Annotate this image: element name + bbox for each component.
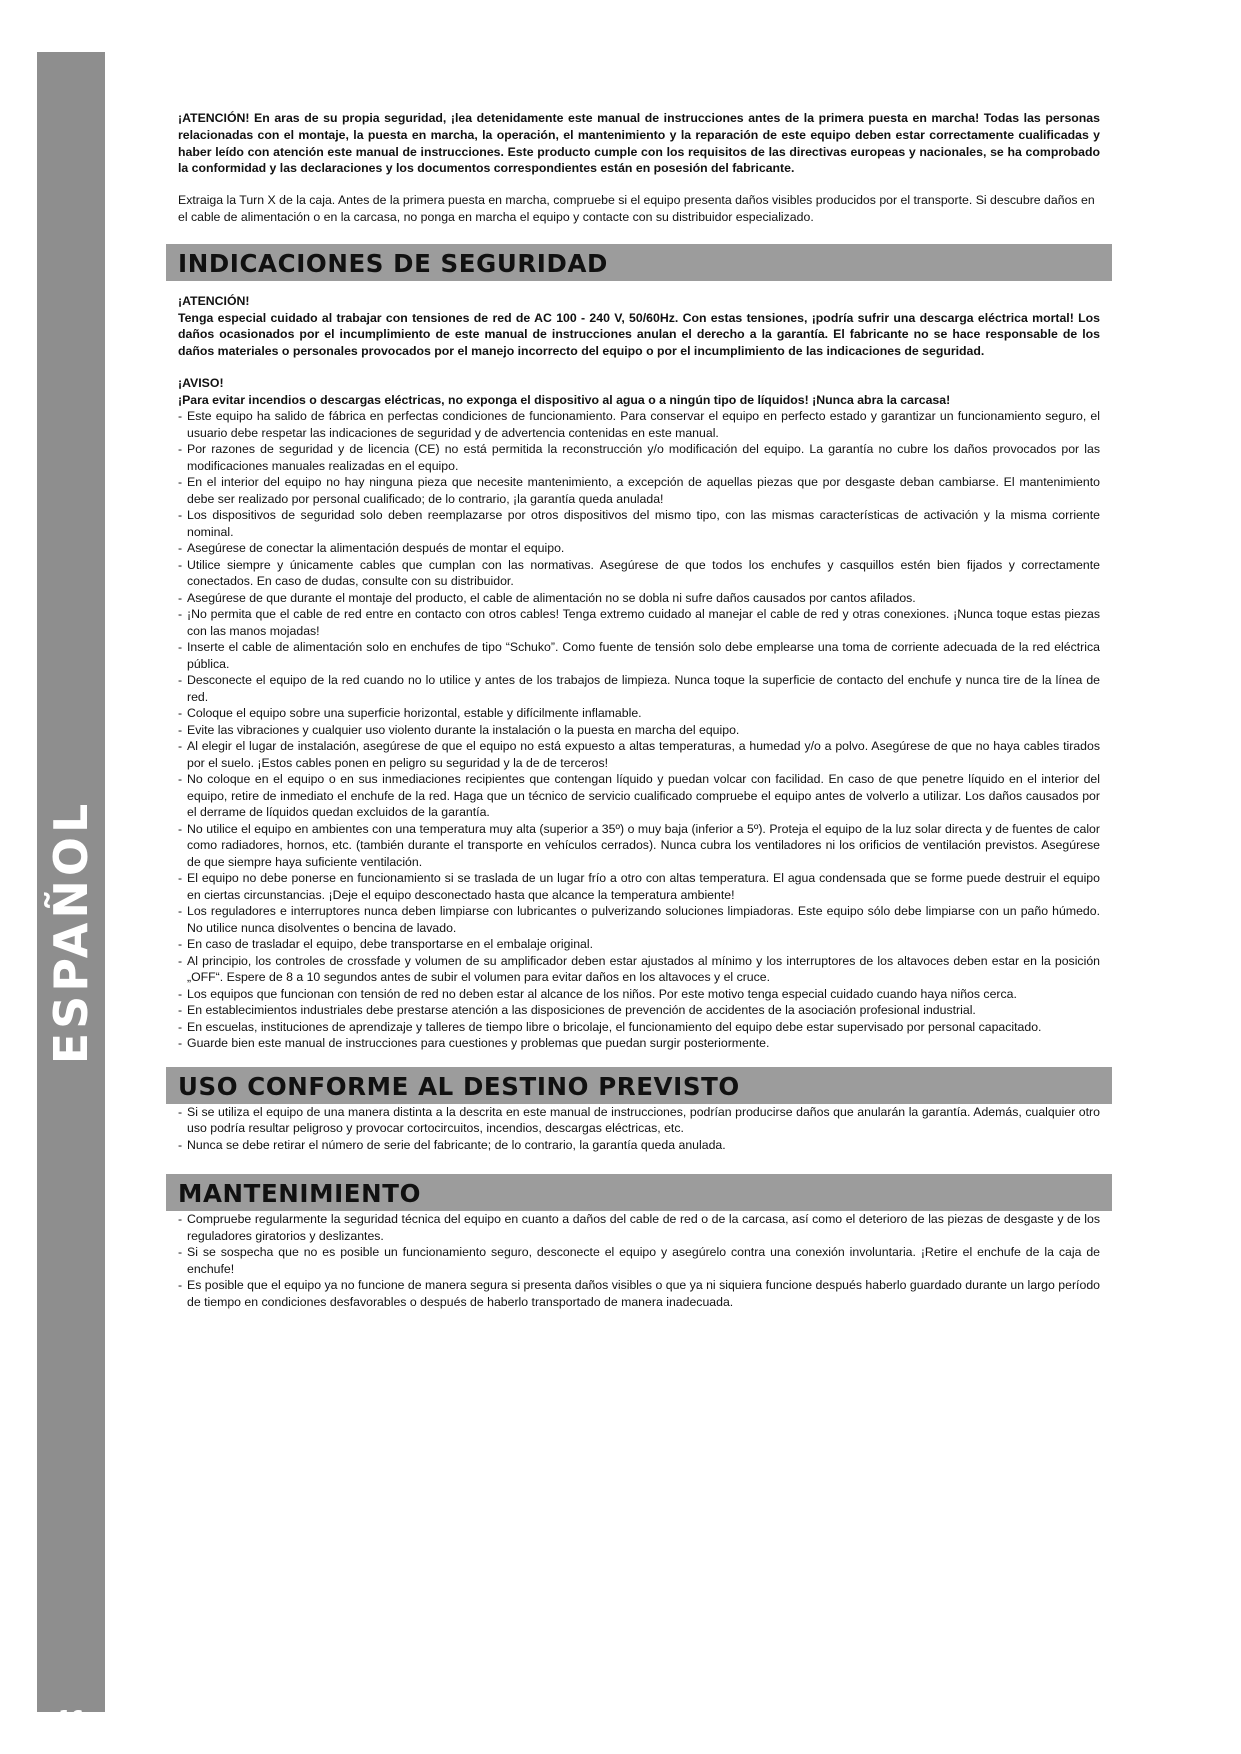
list-item: - Los dispositivos de seguridad solo deben reemplazarse por otros dispositivos del mismo tipo, con las mismas características de activación y la misma corriente nominal. bbox=[178, 507, 1100, 540]
list-item: - Este equipo ha salido de fábrica en perfectas condiciones de funcionamiento. Para conservar el equipo en perfecto estado y garantizar un funcionamiento seguro, el usuario debe respetar las indicaciones de seguridad y de advertencia contenidas en este manual. bbox=[178, 408, 1100, 441]
list-item: - Guarde bien este manual de instrucciones para cuestiones y problemas que puedan surgir posteriormente. bbox=[178, 1035, 1100, 1052]
attention-title: ¡ATENCIÓN! bbox=[178, 294, 250, 309]
list-item: - No utilice el equipo en ambientes con una temperatura muy alta (superior a 35º) o muy baja (inferior a 5º). Proteja el equipo de la luz solar directa y de fuentes de calor como radiadores, hornos, etc. (también durante el transporte en vehículos cerrados). Nunca cubra los ventiladores ni los orificios de ventilación previstos. Asegúrese de que siempre haya suficiente ventilación. bbox=[178, 821, 1100, 871]
list-item: - Compruebe regularmente la seguridad técnica del equipo en cuanto a daños del cable de red o de la carcasa, así como el deterioro de las piezas de desgaste y de los reguladores giratorios y deslizantes. bbox=[178, 1211, 1100, 1244]
list-item: - El equipo no debe ponerse en funcionamiento si se traslada de un lugar frío a otro con altas temperatura. El agua condensada que se forme puede destruir el equipo en ciertas circunstancias. ¡Deje el equipo desconectado hasta que alcance la temperatura ambiente! bbox=[178, 870, 1100, 903]
list-item: - Al principio, los controles de crossfade y volumen de su amplificador deben estar ajustados al mínimo y los interruptores de los altavoces deben estar en la posición „OFF“. Espere de 8 a 10 segundos antes de subir el volumen para evitar daños en los altavoces y el cruce. bbox=[178, 953, 1100, 986]
list-item: - En caso de trasladar el equipo, debe transportarse en el embalaje original. bbox=[178, 936, 1100, 953]
page-number: 16 bbox=[58, 1707, 84, 1728]
section-header-maintenance: MANTENIMIENTO bbox=[166, 1174, 1112, 1211]
intro-unpack-text: Extraiga la Turn X de la caja. Antes de la primera puesta en marcha, compruebe si el equipo presenta daños visibles producidos por el transporte. Si descubre daños en el cable de alimentación o en la carcasa, no ponga en marcha el equipo y contacte con su distribuidor especializado. bbox=[178, 193, 1095, 224]
list-item: - Si se sospecha que no es posible un funcionamiento seguro, desconecte el equipo y asegúrelo contra una conexión involuntaria. ¡Retire el enchufe de la caja de enchufe! bbox=[178, 1244, 1100, 1277]
intended-use-list bbox=[178, 1104, 1100, 1154]
list-item: - Los reguladores e interruptores nunca deben limpiarse con lubricantes o pulverizando soluciones limpiadoras. Este equipo sólo debe limpiarse con un paño húmedo. No utilice nunca disolventes o bencina de lavado. bbox=[178, 903, 1100, 936]
page-content bbox=[178, 110, 1100, 1310]
list-item: - Si se utiliza el equipo de una manera distinta a la descrita en este manual de instrucciones, podrían producirse daños que anularán la garantía. Además, cualquier otro uso podría resultar peligroso y provocar cortocircuitos, incendios, descargas eléctricas, etc. bbox=[178, 1104, 1100, 1137]
list-item: - En establecimientos industriales debe prestarse atención a las disposiciones de prevención de accidentes de la asociación profesional industrial. bbox=[178, 1002, 1100, 1019]
language-sidebar bbox=[37, 52, 105, 1728]
list-item: - En escuelas, instituciones de aprendizaje y talleres de tiempo libre o bricolaje, el funcionamiento del equipo debe estar supervisado por personal capacitado. bbox=[178, 1019, 1100, 1036]
attention-text: Tenga especial cuidado al trabajar con tensiones de red de AC 100 - 240 V, 50/60Hz. Con estas tensiones, ¡podría sufrir una descarga eléctrica mortal! Los daños ocasionados por el incumplimiento de este manual de instrucciones anulan el derecho a la garantía. El fabricante no se hace responsable de los daños materiales o personales provocados por el manejo incorrecto del equipo o por el incumplimiento de las indicaciones de seguridad. bbox=[178, 310, 1100, 358]
notice-text: ¡Para evitar incendios o descargas eléctricas, no exponga el dispositivo al agua o a ningún tipo de líquidos! ¡Nunca abra la carcasa! bbox=[178, 392, 951, 407]
section-header-safety: INDICACIONES DE SEGURIDAD bbox=[166, 244, 1112, 281]
safety-list bbox=[178, 408, 1100, 1052]
maintenance-list bbox=[178, 1211, 1100, 1310]
list-item: - Por razones de seguridad y de licencia (CE) no está permitida la reconstrucción y/o modificación del equipo. La garantía no cubre los daños provocados por las modificaciones manuales realizadas en el equipo. bbox=[178, 441, 1100, 474]
list-item: - Al elegir el lugar de instalación, asegúrese de que el equipo no está expuesto a altas temperaturas, a humedad y/o a polvo. Asegúrese de que no haya cables tirados por el suelo. ¡Estos cables ponen en peligro su seguridad y la de de terceros! bbox=[178, 738, 1100, 771]
section-header-intended-use: USO CONFORME AL DESTINO PREVISTO bbox=[166, 1067, 1112, 1104]
list-item: - Es posible que el equipo ya no funcione de manera segura si presenta daños visibles o que ya ni siquiera funcione después haberlo guardado durante un largo período de tiempo en condiciones desfavorables o después de haberlo transportado de manera inadecuada. bbox=[178, 1277, 1100, 1310]
list-item: - Utilice siempre y únicamente cables que cumplan con las normativas. Asegúrese de que todos los enchufes y casquillos estén bien fijados y correctamente conectados. En caso de dudas, consulte con su distribuidor. bbox=[178, 557, 1100, 590]
intro-warning: ¡ATENCIÓN! En aras de su propia seguridad, ¡lea detenidamente este manual de instrucciones antes de la primera puesta en marcha! Todas las personas relacionadas con el montaje, la puesta en marcha, la operación, el mantenimiento y la reparación de este equipo deben estar correctamente cualificadas y haber leído con atención este manual de instrucciones. Este producto cumple con los requisitos de las directivas europeas y nacionales, se ha comprobado la conformidad y las declaraciones y los documentos correspondientes están en posesión del fabricante. bbox=[178, 111, 1100, 176]
list-item: - En el interior del equipo no hay ninguna pieza que necesite mantenimiento, a excepción de aquellas piezas que por desgaste deban cambiarse. El mantenimiento debe ser realizado por personal cualificado; de lo contrario, ¡la garantía queda anulada! bbox=[178, 474, 1100, 507]
sidebar-language-label: ESPAÑOL bbox=[44, 799, 98, 1065]
list-item: - Asegúrese de conectar la alimentación después de montar el equipo. bbox=[178, 540, 1100, 557]
list-item: - Inserte el cable de alimentación solo en enchufes de tipo “Schuko”. Como fuente de tensión solo debe emplearse una toma de corriente adecuada de la red eléctrica pública. bbox=[178, 639, 1100, 672]
list-item: - Nunca se debe retirar el número de serie del fabricante; de lo contrario, la garantía queda anulada. bbox=[178, 1137, 1100, 1154]
notice-title: ¡AVISO! bbox=[178, 376, 224, 391]
list-item: - Evite las vibraciones y cualquier uso violento durante la instalación o la puesta en marcha del equipo. bbox=[178, 722, 1100, 739]
list-item: - Los equipos que funcionan con tensión de red no deben estar al alcance de los niños. Por este motivo tenga especial cuidado cuando haya niños cerca. bbox=[178, 986, 1100, 1003]
list-item: - Coloque el equipo sobre una superficie horizontal, estable y difícilmente inflamable. bbox=[178, 705, 1100, 722]
list-item: - Desconecte el equipo de la red cuando no lo utilice y antes de los trabajos de limpieza. Nunca toque la superficie de contacto del enchufe y nunca tire de la línea de red. bbox=[178, 672, 1100, 705]
list-item: - ¡No permita que el cable de red entre en contacto con otros cables! Tenga extremo cuidado al manejar el cable de red y otras conexiones. ¡Nunca toque estas piezas con las manos mojadas! bbox=[178, 606, 1100, 639]
list-item: - Asegúrese de que durante el montaje del producto, el cable de alimentación no se dobla ni sufre daños causados por cantos afilados. bbox=[178, 590, 1100, 607]
list-item: - No coloque en el equipo o en sus inmediaciones recipientes que contengan líquido y puedan volcar con facilidad. En caso de que penetre líquido en el interior del equipo, retire de inmediato el enchufe de la red. Haga que un técnico de servicio cualificado compruebe el equipo antes de volverlo a utilizar. Los daños causados por el derrame de líquidos quedan excluidos de la garantía. bbox=[178, 771, 1100, 821]
